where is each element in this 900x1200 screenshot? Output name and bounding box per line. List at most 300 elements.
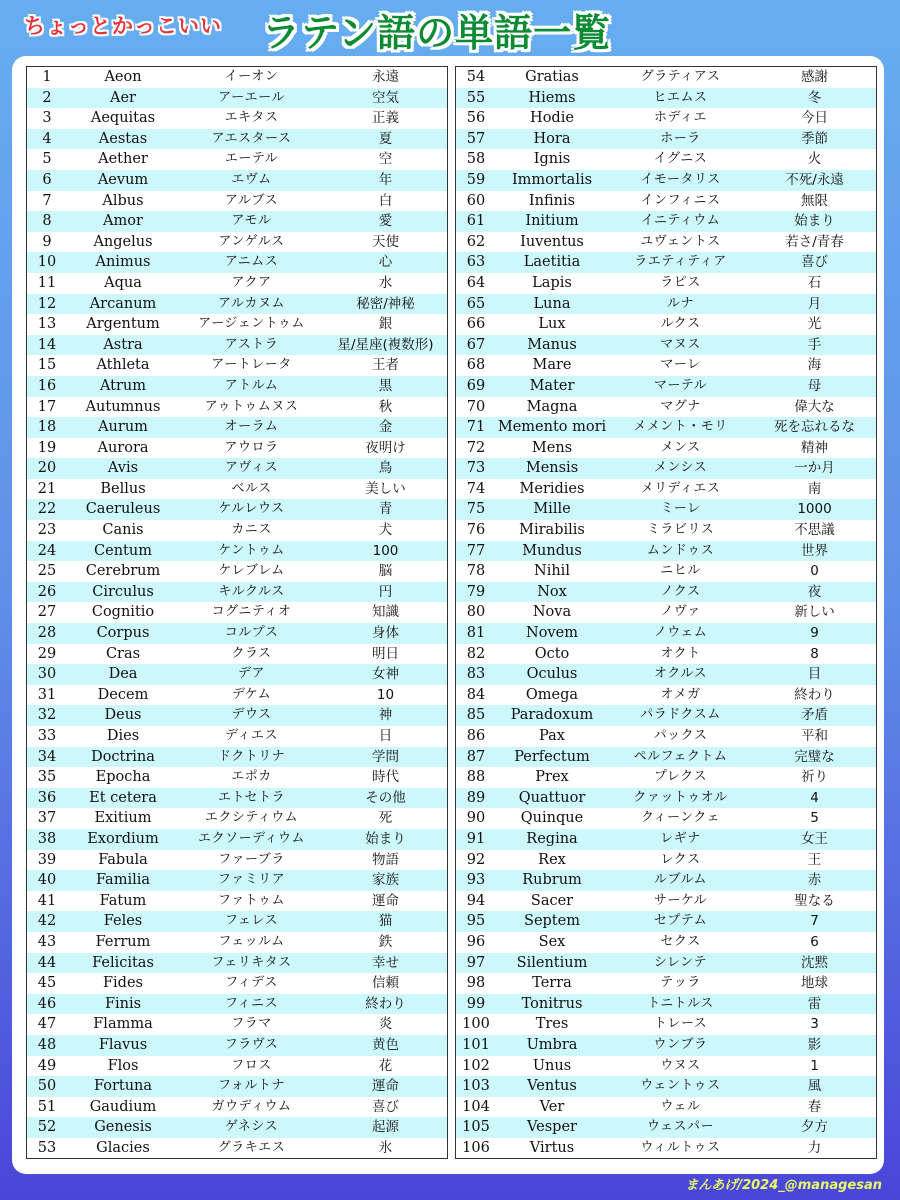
latin-word: Gaudium	[89, 1098, 157, 1115]
katakana-reading: マグナ	[660, 398, 701, 414]
latin-word: Hora	[533, 130, 571, 147]
table-row	[456, 664, 876, 685]
word-number: 70	[466, 398, 486, 415]
word-number: 55	[466, 89, 486, 106]
latin-word: Rex	[538, 851, 566, 868]
japanese-meaning: 始まり	[365, 830, 406, 847]
katakana-reading: ホーラ	[660, 130, 701, 146]
word-number: 27	[37, 604, 57, 621]
japanese-meaning: 喜び	[801, 254, 828, 271]
word-number: 51	[37, 1098, 57, 1115]
latin-word: Ferrum	[95, 933, 151, 950]
japanese-meaning: 身体	[372, 625, 399, 642]
katakana-reading: オクルス	[654, 666, 707, 682]
latin-word: Cognitio	[91, 604, 155, 621]
katakana-reading: フォルトナ	[218, 1078, 285, 1094]
word-number: 99	[466, 995, 486, 1012]
word-number: 102	[462, 1057, 490, 1074]
japanese-meaning: 4	[810, 789, 819, 806]
word-number: 100	[462, 1016, 490, 1033]
katakana-reading: アニムス	[224, 254, 279, 270]
japanese-meaning: 花	[378, 1057, 393, 1074]
japanese-meaning: 100	[372, 542, 399, 559]
katakana-reading: グラキエス	[217, 1139, 286, 1155]
latin-word: Paradoxum	[510, 707, 594, 724]
japanese-meaning: 沈黙	[801, 954, 828, 971]
japanese-meaning: 季節	[801, 130, 828, 147]
table-row	[27, 1014, 447, 1035]
katakana-reading: ウィルトゥス	[640, 1139, 721, 1155]
japanese-meaning: 0	[810, 563, 819, 580]
katakana-reading: ゲネシス	[224, 1119, 279, 1135]
katakana-reading: アンゲルス	[218, 233, 285, 249]
table-row	[456, 973, 876, 994]
table-row	[27, 582, 447, 603]
japanese-meaning: 白	[378, 192, 393, 209]
latin-word: Flos	[107, 1057, 139, 1074]
table-row	[27, 829, 447, 850]
table-row	[456, 1097, 876, 1118]
katakana-reading: セプテム	[653, 913, 708, 929]
latin-word: Initium	[525, 213, 579, 230]
japanese-meaning: 終わり	[365, 995, 406, 1012]
katakana-reading: グラティアス	[640, 69, 721, 84]
word-number: 60	[466, 192, 486, 209]
table-row	[27, 335, 447, 356]
table-row	[27, 397, 447, 418]
word-number: 98	[466, 975, 486, 992]
latin-word: Et cetera	[89, 789, 157, 806]
latin-word: Prex	[535, 769, 569, 786]
table-row	[27, 1056, 447, 1077]
table-row	[456, 829, 876, 850]
table-row	[27, 870, 447, 891]
word-number: 106	[462, 1139, 490, 1156]
katakana-reading: アヴィス	[224, 460, 279, 476]
table-row	[27, 499, 447, 520]
word-number: 4	[42, 130, 52, 147]
latin-word: Nox	[537, 583, 567, 600]
word-number: 72	[466, 439, 486, 456]
katakana-reading: ケルレウス	[218, 501, 285, 517]
table-row	[27, 747, 447, 768]
table-row	[456, 397, 876, 418]
katakana-reading: ファーブラ	[218, 851, 285, 867]
katakana-reading: エヴム	[231, 171, 272, 187]
word-number: 44	[37, 954, 57, 971]
katakana-reading: ファトゥム	[218, 892, 285, 908]
japanese-meaning: 祈り	[801, 769, 828, 786]
table-row	[27, 479, 447, 500]
table-row	[27, 1138, 447, 1159]
katakana-reading: ファミリア	[217, 872, 286, 888]
table-row	[456, 953, 876, 974]
word-number: 82	[466, 645, 486, 662]
japanese-meaning: 黄色	[372, 1036, 399, 1053]
katakana-reading: パックス	[653, 728, 708, 743]
latin-word: Nova	[532, 604, 572, 621]
japanese-meaning: 8	[810, 645, 819, 662]
table-row	[456, 520, 876, 541]
katakana-reading: ウヌス	[660, 1057, 701, 1073]
word-number: 59	[466, 171, 486, 188]
word-number: 97	[466, 954, 486, 971]
latin-word: Ver	[539, 1098, 565, 1115]
latin-word: Aqua	[104, 274, 142, 291]
japanese-meaning: 若さ/青春	[785, 233, 844, 250]
katakana-reading: ウェスパー	[647, 1119, 714, 1135]
latin-word: Tres	[535, 1016, 569, 1033]
katakana-reading: アゥトゥムヌス	[204, 398, 299, 414]
word-number: 45	[37, 975, 57, 992]
japanese-meaning: 始まり	[794, 213, 835, 230]
table-row	[27, 294, 447, 315]
latin-word: Cerebrum	[85, 563, 161, 580]
latin-word: Exordium	[87, 830, 159, 847]
katakana-reading: ミーレ	[660, 501, 701, 517]
word-number: 33	[37, 728, 57, 744]
table-row	[27, 705, 447, 726]
katakana-reading: ケントゥム	[218, 542, 285, 558]
katakana-reading: フェレス	[225, 913, 278, 929]
katakana-reading: コルプス	[224, 625, 279, 641]
japanese-meaning: 猫	[378, 913, 393, 930]
japanese-meaning: 光	[807, 316, 822, 333]
word-number: 3	[42, 110, 52, 127]
latin-word: Aurora	[97, 439, 149, 456]
word-number: 101	[462, 1036, 490, 1053]
katakana-reading: デケム	[231, 686, 272, 702]
katakana-reading: エポカ	[231, 769, 272, 785]
latin-word: Hodie	[530, 110, 574, 127]
latin-word: Virtus	[529, 1139, 575, 1156]
japanese-meaning: 女神	[372, 666, 399, 683]
table-row	[27, 520, 447, 541]
latin-word: Immortalis	[511, 171, 593, 188]
table-row	[27, 788, 447, 809]
japanese-meaning: 母	[807, 377, 822, 394]
table-row	[27, 108, 447, 129]
word-number: 63	[466, 254, 486, 271]
word-number: 31	[37, 686, 57, 703]
table-row	[456, 314, 876, 335]
latin-word: Mensis	[525, 460, 579, 477]
katakana-reading: フラマ	[231, 1016, 272, 1032]
word-number: 76	[466, 522, 486, 539]
table-row	[456, 870, 876, 891]
latin-word: Avis	[107, 460, 139, 477]
table-row	[27, 129, 447, 150]
table-row	[456, 108, 876, 129]
katakana-reading: イーオン	[224, 69, 279, 84]
japanese-meaning: 死	[378, 810, 393, 827]
latin-word: Manus	[527, 336, 577, 353]
katakana-reading: キルクルス	[218, 583, 285, 599]
word-number: 104	[462, 1098, 490, 1115]
japanese-meaning: 年	[378, 171, 393, 188]
japanese-meaning: 3	[810, 1016, 819, 1033]
katakana-reading: ケレブレム	[218, 563, 285, 579]
japanese-meaning: 石	[807, 274, 822, 291]
katakana-reading: アーエール	[218, 89, 285, 105]
word-number: 87	[466, 748, 486, 765]
table-row	[456, 170, 876, 191]
latin-word: Flavus	[98, 1036, 148, 1053]
katakana-reading: コグニティオ	[211, 604, 292, 620]
latin-word: Iuventus	[520, 233, 584, 250]
japanese-meaning: 1000	[797, 501, 832, 518]
japanese-meaning: 王	[807, 851, 822, 868]
japanese-meaning: 不死/永遠	[785, 171, 844, 188]
word-number: 83	[466, 666, 486, 683]
latin-word: Luna	[533, 295, 571, 312]
word-number: 74	[466, 480, 486, 497]
word-number: 93	[466, 872, 486, 889]
latin-word: Astra	[103, 336, 143, 353]
japanese-meaning: 物語	[372, 851, 399, 868]
katakana-reading: オーラム	[224, 419, 279, 435]
latin-word: Feles	[103, 913, 143, 930]
latin-word: Meridies	[519, 480, 585, 497]
table-row	[27, 850, 447, 871]
word-number: 34	[37, 748, 57, 765]
table-row	[27, 314, 447, 335]
latin-word: Mille	[533, 501, 571, 518]
word-number: 94	[466, 892, 486, 909]
japanese-meaning: 学問	[372, 748, 399, 765]
katakana-reading: ガウディウム	[211, 1098, 292, 1114]
word-number: 52	[37, 1119, 57, 1136]
katakana-reading: アクア	[231, 274, 272, 290]
word-table-right	[455, 66, 877, 1159]
latin-word: Umbra	[526, 1036, 578, 1053]
latin-word: Circulus	[92, 583, 154, 600]
latin-word: Caeruleus	[85, 501, 161, 518]
latin-word: Aurum	[98, 419, 148, 436]
katakana-reading: ディエス	[225, 728, 278, 743]
japanese-meaning: 愛	[378, 213, 393, 230]
table-row	[456, 891, 876, 912]
japanese-meaning: 完璧な	[794, 748, 835, 765]
word-number: 88	[466, 769, 486, 786]
japanese-meaning: 黒	[378, 377, 393, 394]
katakana-reading: アートレータ	[211, 357, 292, 373]
word-number: 64	[466, 274, 486, 291]
latin-word: Mundus	[522, 542, 582, 559]
word-number: 37	[37, 810, 57, 827]
table-row	[27, 685, 447, 706]
japanese-meaning: 矛盾	[801, 707, 828, 724]
table-row	[456, 88, 876, 109]
table-row	[27, 149, 447, 170]
table-row	[27, 417, 447, 438]
katakana-reading: マヌス	[660, 336, 701, 352]
latin-word: Quinque	[520, 810, 584, 827]
japanese-meaning: 聖なる	[794, 892, 835, 909]
katakana-reading: フィデス	[225, 975, 278, 991]
japanese-meaning: 家族	[372, 872, 399, 889]
latin-word: Aeon	[104, 69, 142, 85]
word-number: 89	[466, 789, 486, 806]
word-number: 66	[466, 316, 486, 333]
table-row	[456, 911, 876, 932]
table-row	[456, 149, 876, 170]
katakana-reading: アルカヌム	[218, 295, 285, 311]
katakana-reading: ヒエムス	[653, 89, 708, 105]
table-row	[27, 994, 447, 1015]
japanese-meaning: 神	[378, 707, 393, 724]
katakana-reading: オクト	[660, 645, 701, 661]
latin-word: Tonitrus	[521, 995, 583, 1012]
word-number: 11	[37, 274, 57, 291]
latin-word: Dies	[106, 728, 140, 744]
latin-word: Terra	[532, 975, 572, 992]
table-row	[27, 438, 447, 459]
katakana-reading: ホディエ	[654, 110, 707, 126]
word-number: 36	[37, 789, 57, 806]
katakana-reading: メリディエス	[640, 480, 721, 496]
table-row	[27, 67, 447, 88]
word-number: 38	[37, 830, 57, 847]
latin-word: Doctrina	[91, 748, 155, 765]
katakana-reading: セクス	[660, 933, 701, 949]
latin-word: Fides	[102, 975, 143, 992]
japanese-meaning: 今日	[801, 110, 828, 127]
table-row	[456, 335, 876, 356]
word-number: 86	[466, 728, 486, 744]
word-number: 40	[37, 872, 57, 889]
latin-word: Centum	[94, 542, 152, 559]
katakana-reading: クラス	[231, 645, 272, 661]
table-row	[456, 644, 876, 665]
katakana-reading: ウェル	[660, 1098, 701, 1114]
latin-word: Ignis	[533, 151, 571, 168]
latin-word: Athleta	[96, 357, 150, 374]
latin-word: Aer	[110, 89, 136, 106]
katakana-reading: レクス	[660, 851, 701, 867]
table-row	[456, 1056, 876, 1077]
word-number: 81	[466, 625, 486, 642]
japanese-meaning: 日	[378, 728, 393, 744]
katakana-reading: ペルフェクトム	[633, 748, 728, 764]
table-row	[27, 191, 447, 212]
word-number: 5	[42, 151, 52, 168]
japanese-meaning: 10	[376, 686, 395, 703]
latin-word: Sex	[538, 933, 566, 950]
katakana-reading: メンス	[660, 439, 701, 455]
japanese-meaning: 青	[378, 501, 393, 518]
japanese-meaning: 脳	[378, 563, 393, 580]
word-number: 1	[42, 69, 52, 85]
japanese-meaning: 空	[378, 151, 393, 168]
word-number: 18	[37, 419, 57, 436]
latin-word: Deus	[104, 707, 142, 724]
table-row	[456, 438, 876, 459]
katakana-reading: エキタス	[224, 110, 279, 126]
word-number: 20	[37, 460, 57, 477]
katakana-reading: フェリキタス	[211, 954, 292, 970]
katakana-reading: ラピス	[660, 274, 701, 290]
word-number: 8	[42, 213, 52, 230]
word-number: 105	[462, 1119, 490, 1136]
katakana-reading: トニトルス	[647, 995, 714, 1011]
word-number: 39	[37, 851, 57, 868]
latin-word: Novem	[526, 625, 578, 642]
latin-word: Lapis	[532, 274, 572, 291]
table-row	[27, 644, 447, 665]
table-row	[456, 479, 876, 500]
word-number: 16	[37, 377, 57, 394]
table-row	[27, 541, 447, 562]
katakana-reading: アージェントゥム	[198, 316, 305, 332]
word-number: 49	[37, 1057, 57, 1074]
table-row	[27, 1117, 447, 1138]
word-number: 58	[466, 151, 486, 168]
katakana-reading: ユヴェントス	[640, 233, 721, 249]
japanese-meaning: 春	[807, 1098, 822, 1115]
japanese-meaning: 影	[807, 1036, 822, 1053]
latin-word: Albus	[102, 192, 144, 209]
japanese-meaning: 夕方	[801, 1119, 828, 1136]
latin-word: Canis	[102, 522, 144, 539]
japanese-meaning: 一か月	[794, 460, 835, 477]
table-row	[456, 129, 876, 150]
katakana-reading: ルクス	[660, 316, 701, 332]
katakana-reading: ルナ	[666, 295, 694, 311]
word-number: 25	[37, 563, 57, 580]
japanese-meaning: 不思議	[794, 522, 835, 539]
table-row	[456, 561, 876, 582]
japanese-meaning: 力	[807, 1139, 822, 1156]
japanese-meaning: 幸せ	[372, 954, 399, 971]
japanese-meaning: 犬	[378, 522, 393, 539]
word-number: 41	[37, 892, 57, 909]
word-number: 61	[466, 213, 486, 230]
word-number: 30	[37, 666, 57, 683]
katakana-reading: ウンブラ	[653, 1036, 708, 1052]
page-subtitle: ちょっとかっこいい	[24, 14, 222, 38]
katakana-reading: トレース	[653, 1016, 708, 1032]
table-row	[27, 767, 447, 788]
word-number: 17	[37, 398, 57, 415]
latin-word: Mare	[532, 357, 572, 374]
katakana-reading: シレンテ	[653, 954, 708, 970]
table-row	[27, 170, 447, 191]
japanese-meaning: 手	[807, 336, 822, 353]
katakana-reading: エトセトラ	[217, 789, 286, 805]
word-number: 103	[462, 1078, 490, 1095]
japanese-meaning: 感謝	[801, 69, 828, 85]
japanese-meaning: 9	[810, 625, 819, 642]
katakana-reading: ノヴァ	[660, 604, 701, 620]
table-row	[27, 273, 447, 294]
table-row	[456, 705, 876, 726]
japanese-meaning: その他	[365, 789, 406, 806]
latin-word: Perfectum	[514, 748, 590, 765]
latin-word: Memento mori	[497, 419, 607, 436]
latin-word: Septem	[524, 913, 580, 930]
latin-word: Hiems	[528, 89, 576, 106]
latin-word: Angelus	[93, 233, 153, 250]
latin-word: Bellus	[100, 480, 146, 497]
table-row	[27, 1035, 447, 1056]
word-number: 67	[466, 336, 486, 353]
latin-word: Finis	[104, 995, 142, 1012]
word-number: 71	[466, 419, 486, 436]
table-row	[456, 67, 876, 88]
japanese-meaning: 星/星座(複数形)	[337, 336, 434, 353]
japanese-meaning: 地球	[801, 975, 828, 992]
